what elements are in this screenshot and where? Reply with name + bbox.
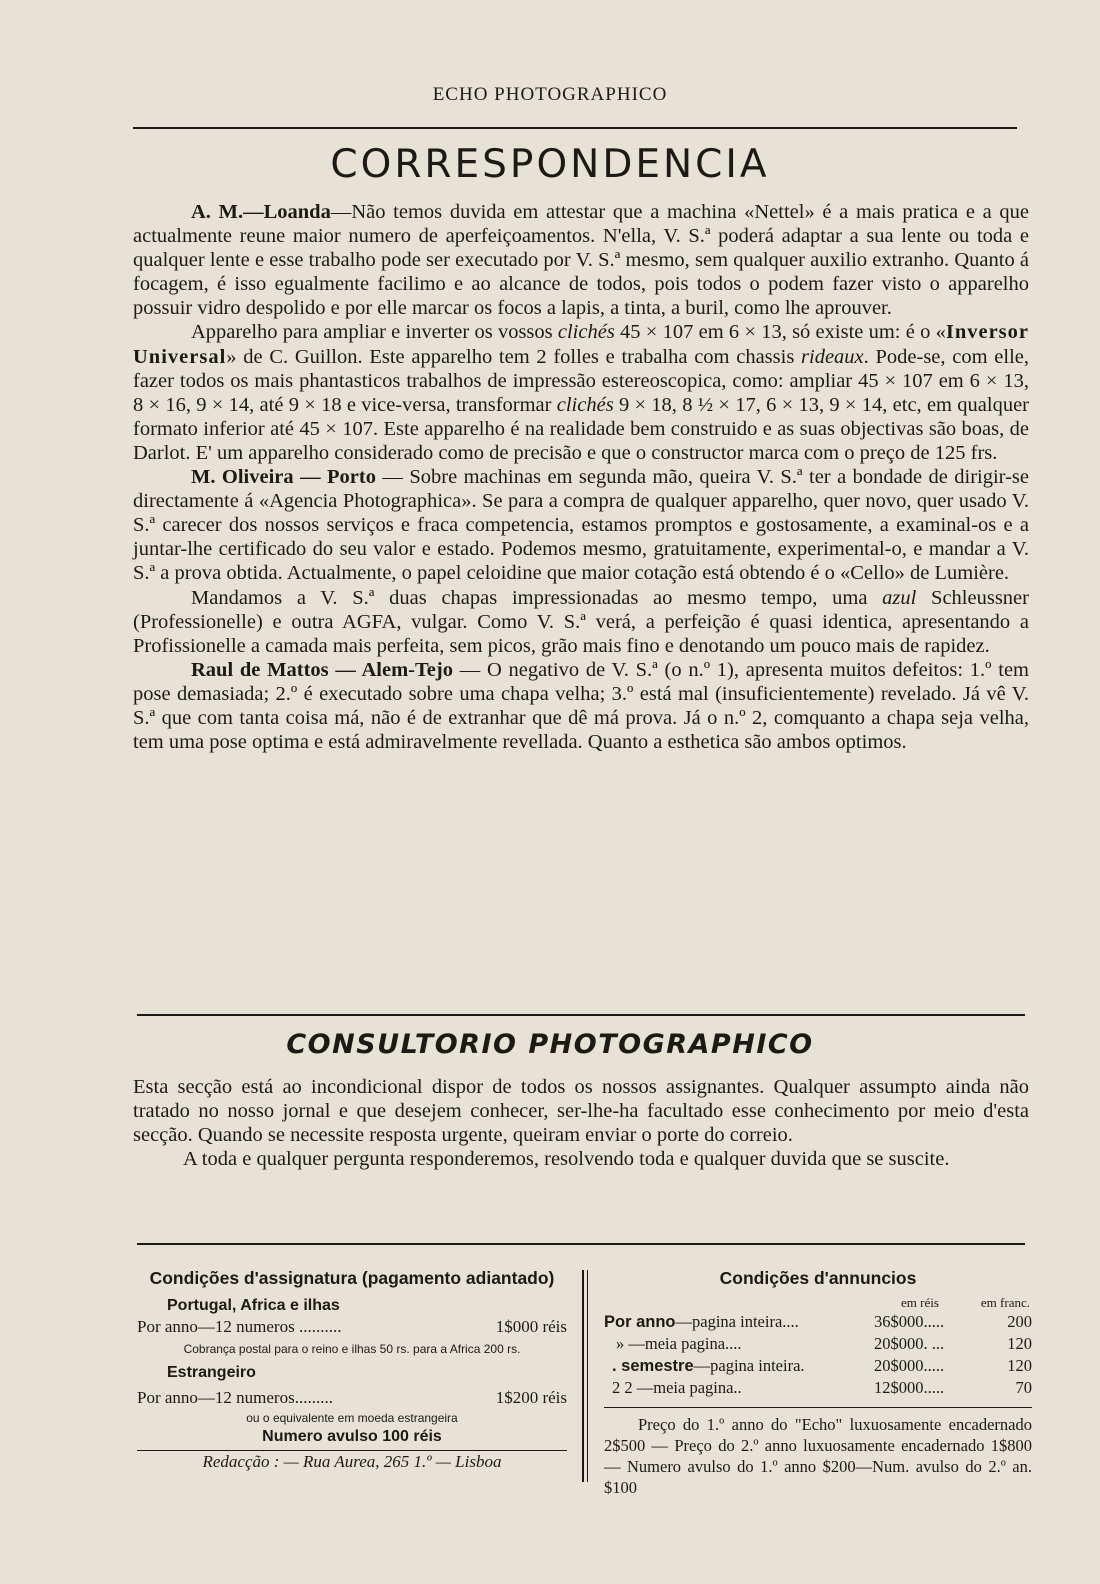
- italic-term: azul: [882, 586, 917, 609]
- header-rule: [133, 127, 1017, 129]
- paragraph-apparelho: [133, 320, 1029, 465]
- section-rule: [137, 1014, 1025, 1016]
- price-value: 1$000 réis: [495, 1317, 567, 1336]
- brand-name: Inversor Universal: [133, 321, 1029, 368]
- annuncio-row: [604, 1355, 1032, 1377]
- italic-term: clichés: [557, 321, 615, 344]
- running-head: ECHO PHOTOGRAPHICO: [432, 84, 668, 105]
- assignatura-title: Condições d'assignatura (pagamento adiantado): [149, 1268, 555, 1288]
- paragraph-text: — O negativo de V. S.ª (o n.º 1), apresenta muitos defeitos: 1.º tem pose demasiada; 2.º é executado sobre uma chapa velha; 3.º está mal (insuficientemente) revelado. Já vê V. S.ª que com tanta coisa má, não é de extranhar que dê má prova. Já o n.º 2, comquanto a chapa seja velha, tem uma pose optima e está admiravelmente revellada. Quanto a esthetica são ambos optimos.: [133, 658, 1029, 754]
- row-franc: 70: [1015, 1378, 1032, 1397]
- annuncios-column-headers: [604, 1295, 1032, 1311]
- paragraph-text: 45 × 107 em 6 × 13, só existe um: é o «: [614, 321, 946, 344]
- consultorio-body: [133, 1075, 1029, 1171]
- row-reis: 36$000.....: [874, 1312, 945, 1331]
- address-text: Redacção : — Rua Aurea, 265 1.º — Lisboa: [202, 1452, 502, 1471]
- row-label: —pagina inteira.: [693, 1356, 805, 1375]
- price-row: [137, 1317, 567, 1337]
- col-franc-label: em franc.: [980, 1295, 1030, 1310]
- redaccao-address: [137, 1452, 567, 1472]
- correspondencia-body: [133, 200, 1029, 754]
- paragraph-chapas: [133, 586, 1029, 658]
- correspondent-name: Raul de Mattos — Alem-Tejo: [191, 658, 453, 681]
- row-label: 2 2 —meia pagina..: [612, 1378, 742, 1397]
- section-title-consultorio: CONSULTORIO PHOTOGRAPHICO: [286, 1029, 814, 1060]
- row-franc: 200: [1007, 1312, 1032, 1331]
- italic-term: rideaux: [801, 345, 864, 368]
- postal-note: Cobrança postal para o reino e ilhas 50 rs. para a Africa 200 rs.: [183, 1342, 521, 1356]
- annuncio-row: [604, 1311, 1032, 1333]
- equivalent-note: ou o equivalente em moeda estrangeira: [246, 1411, 458, 1425]
- row-reis: 20$000.....: [874, 1356, 945, 1375]
- annuncio-row: [604, 1377, 1032, 1399]
- paragraph-text: » de C. Guillon. Este apparelho tem 2 folles e trabalha com chassis: [226, 345, 802, 368]
- annuncios-column: [604, 1262, 1032, 1498]
- row-label: —pagina inteira....: [675, 1312, 799, 1331]
- row-reis: 20$000. ...: [874, 1334, 945, 1353]
- prices-note: Preço do 1.º anno do "Echo" luxuosamente encadernado 2$500 — Preço do 2.º anno luxuosamente encadernado 1$800 — Numero avulso do 1.º anno $200—Num. avulso do 2.º an. $100: [604, 1415, 1032, 1497]
- paragraph-text: . Pode-se, com elle, fazer todos os mais phantasticos trabalhos de impressão estereoscopica, como: ampliar 45 × 107 em 6 × 13, 8 × 16, 9 × 14, até 9 × 18 e vice-versa, transformar: [133, 345, 1029, 416]
- row-label: » —meia pagina....: [616, 1334, 742, 1353]
- assignatura-column: [137, 1262, 567, 1472]
- row-franc: 120: [1007, 1334, 1032, 1353]
- price-label: Por anno—12 numeros ..........: [137, 1317, 342, 1336]
- bottom-rule: [137, 1243, 1025, 1245]
- column-divider: [587, 1270, 588, 1482]
- correspondent-name: A. M.—Loanda: [191, 201, 331, 223]
- paragraph-text: 9 × 18, 8 ½ × 17, 6 × 13, 9 × 14, etc, em qualquer formato inferior até 45 × 107. Este apparelho é na realidade bem construido e as suas objectivas são boas, de Darlot. E' um apparelho considerado como de precisão e que o constructor marca com o preço de 125 frs.: [133, 393, 1029, 464]
- consultorio-paragraph: A toda e qualquer pergunta responderemos, resolvendo toda e qualquer duvida que se suscite.: [183, 1148, 950, 1171]
- correspondent-name: M. Oliveira — Porto: [191, 466, 376, 489]
- region-label: Portugal, Africa e ilhas: [167, 1297, 340, 1314]
- column-divider: [582, 1270, 584, 1482]
- italic-term: clichés: [556, 393, 614, 416]
- paragraph-text: Mandamos a V. S.ª duas chapas impressionadas ao mesmo tempo, uma: [191, 586, 883, 609]
- row-reis: 12$000.....: [874, 1378, 945, 1397]
- paragraph-porto: [133, 465, 1029, 585]
- section-title-correspondencia: CORRESPONDENCIA: [330, 142, 770, 187]
- row-franc: 120: [1007, 1356, 1032, 1375]
- paragraph-text: — Sobre machinas em segunda mão, queira V. S.ª ter a bondade de dirigir-se directamente á «Agencia Photographica». Se para a compra de qualquer apparelho, quer novo, quer usado V. S.ª carecer dos nossos serviços e fraca competencia, estamos promptos e gostosamente, a examinal-os e a juntar-lhe certificado do seu valor e estado. Podemos mesmo, gratuitamente, experimental-o, e mandar a V. S.ª a prova obtida. Actualmente, o papel celoidine que maior cotação está obtendo é o «Cello» de Lumière.: [133, 466, 1030, 585]
- avulso-price: Numero avulso 100 réis: [262, 1428, 442, 1445]
- annuncio-row: [604, 1333, 1032, 1355]
- paragraph-text: Schleussner (Professionelle) e outra AGFA, vulgar. Como V. S.ª verá, a perfeição é quasi identica, apresentando a Profissionelle a camada mais perfeita, sem picos, grão mais fino e denotando um pouco mais de rapidez.: [133, 586, 1029, 657]
- price-label: Por anno—12 numeros.........: [137, 1388, 333, 1407]
- price-row: [137, 1388, 567, 1408]
- price-value: 1$200 réis: [495, 1388, 567, 1407]
- paragraph-loanda: [133, 200, 1029, 320]
- paragraph-text: —Não temos duvida em attestar que a machina «Nettel» é a mais pratica e a que actualmente reune maior numero de aperfeiçoamentos. N'ella, V. S.ª poderá adaptar a sua lente ou toda e qualquer lente e esse trabalho pode ser executado por V. S.ª mesmo, sem qualquer auxilio extranho. Quanto á focagem, é isso egualmente facilimo e ao alcance de todos, pois todos o podem fazer visto o apparelho possuir vidro despolido e por elle marcar os focos a lapis, a tinta, a buril, como lhe aprouver.: [133, 201, 1029, 320]
- paragraph-text: Apparelho para ampliar e inverter os vossos: [191, 321, 558, 344]
- annuncios-title: Condições d'annuncios: [719, 1268, 917, 1288]
- row-period: . semestre: [612, 1357, 694, 1375]
- region-label: Estrangeiro: [167, 1364, 256, 1381]
- row-period: Por anno: [604, 1313, 676, 1331]
- paragraph-alem-tejo: [133, 658, 1029, 754]
- redaccao-rule: [137, 1450, 567, 1451]
- consultorio-paragraph: Esta secção está ao incondicional dispor de todos os nossos assignantes. Qualquer assumpto ainda não tratado no nosso jornal e que desejem conhecer, ser-lhe-ha facultado esse conhecimento por meio d'esta secção. Quando se necessite resposta urgente, queiram enviar o porte do correio.: [133, 1076, 1029, 1147]
- col-reis-label: em réis: [901, 1295, 939, 1310]
- annuncios-rule: [604, 1407, 1032, 1408]
